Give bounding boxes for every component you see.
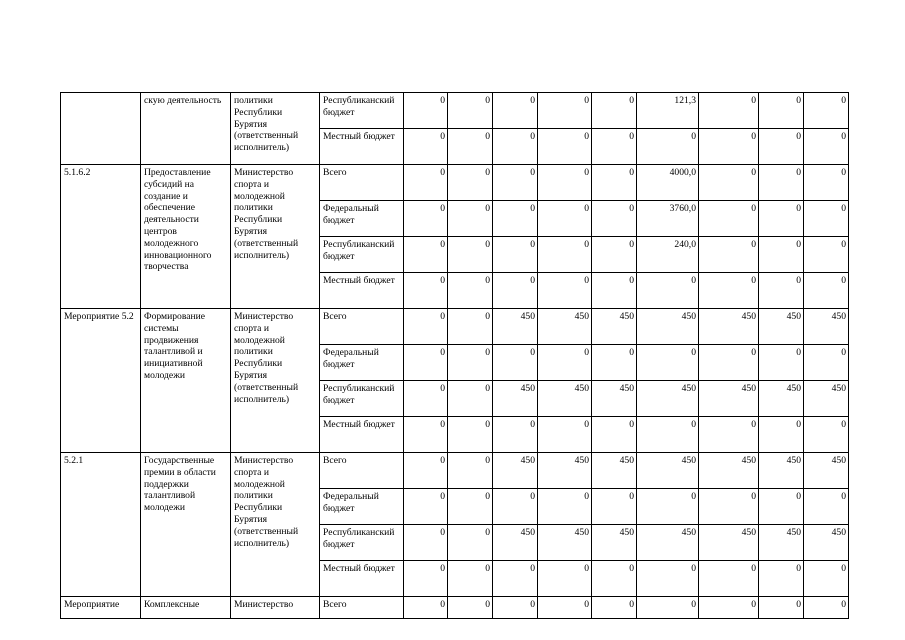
amount-cell: 450 — [804, 381, 849, 417]
amount-cell: 0 — [404, 417, 448, 453]
amount-cell: 0 — [592, 129, 637, 165]
amount-cell: 0 — [493, 201, 538, 237]
amount-cell: 0 — [493, 561, 538, 597]
amount-cell: 0 — [493, 489, 538, 525]
row-name-cell: Формирование системы продвижения талантливой и инициативной молодежи — [141, 309, 231, 453]
amount-cell: 0 — [538, 201, 592, 237]
amount-cell: 0 — [404, 345, 448, 381]
row-executor-cell: политики Республики Бурятия (ответственный исполнитель) — [231, 93, 320, 165]
amount-cell: 450 — [493, 309, 538, 345]
amount-cell: 0 — [759, 201, 804, 237]
amount-cell: 450 — [592, 381, 637, 417]
budget-table — [60, 92, 849, 619]
funding-source-cell: Местный бюджет — [320, 273, 404, 309]
funding-source-cell: Республиканский бюджет — [320, 237, 404, 273]
amount-cell: 0 — [538, 417, 592, 453]
amount-cell: 0 — [493, 273, 538, 309]
amount-cell: 0 — [592, 93, 637, 129]
funding-source-cell: Федеральный бюджет — [320, 345, 404, 381]
amount-cell: 0 — [637, 273, 699, 309]
row-name-cell: скую деятельность — [141, 93, 231, 165]
funding-source-cell: Всего — [320, 309, 404, 345]
amount-cell: 0 — [804, 417, 849, 453]
amount-cell: 0 — [759, 93, 804, 129]
amount-cell: 0 — [592, 561, 637, 597]
amount-cell: 450 — [759, 453, 804, 489]
amount-cell: 0 — [699, 129, 759, 165]
funding-source-cell: Республиканский бюджет — [320, 93, 404, 129]
amount-cell: 0 — [538, 489, 592, 525]
amount-cell: 240,0 — [637, 237, 699, 273]
amount-cell: 0 — [637, 597, 699, 619]
amount-cell: 0 — [759, 273, 804, 309]
amount-cell: 0 — [699, 417, 759, 453]
row-code-cell: 5.2.1 — [61, 453, 141, 597]
funding-source-cell: Всего — [320, 597, 404, 619]
amount-cell: 0 — [637, 489, 699, 525]
amount-cell: 0 — [538, 597, 592, 619]
amount-cell: 450 — [493, 453, 538, 489]
amount-cell: 0 — [493, 597, 538, 619]
amount-cell: 121,3 — [637, 93, 699, 129]
funding-source-cell: Всего — [320, 165, 404, 201]
amount-cell: 0 — [404, 273, 448, 309]
row-executor-cell: Министерство — [231, 597, 320, 619]
amount-cell: 0 — [759, 417, 804, 453]
amount-cell: 450 — [538, 381, 592, 417]
amount-cell: 450 — [759, 309, 804, 345]
amount-cell: 0 — [448, 597, 493, 619]
amount-cell: 450 — [637, 525, 699, 561]
amount-cell: 0 — [699, 489, 759, 525]
amount-cell: 0 — [538, 273, 592, 309]
amount-cell: 450 — [759, 525, 804, 561]
amount-cell: 0 — [448, 129, 493, 165]
amount-cell: 0 — [493, 345, 538, 381]
amount-cell: 0 — [448, 453, 493, 489]
amount-cell: 0 — [592, 417, 637, 453]
amount-cell: 0 — [592, 345, 637, 381]
amount-cell: 0 — [759, 237, 804, 273]
amount-cell: 0 — [804, 345, 849, 381]
amount-cell: 0 — [804, 93, 849, 129]
amount-cell: 0 — [404, 201, 448, 237]
amount-cell: 450 — [637, 309, 699, 345]
row-name-cell: Государственные премии в области поддержки талантливой молодежи — [141, 453, 231, 597]
row-code-cell: Мероприятие 5.2 — [61, 309, 141, 453]
amount-cell: 0 — [404, 453, 448, 489]
amount-cell: 0 — [404, 237, 448, 273]
amount-cell: 0 — [493, 129, 538, 165]
amount-cell: 0 — [759, 345, 804, 381]
budget-table-body — [61, 93, 849, 619]
amount-cell: 0 — [404, 561, 448, 597]
row-executor-cell: Министерство спорта и молодежной политики Республики Бурятия (ответственный исполнитель) — [231, 309, 320, 453]
amount-cell: 0 — [699, 201, 759, 237]
funding-source-cell: Республиканский бюджет — [320, 525, 404, 561]
amount-cell: 450 — [804, 525, 849, 561]
budget-table-sheet — [60, 92, 846, 619]
amount-cell: 0 — [804, 129, 849, 165]
row-code-cell — [61, 93, 141, 165]
amount-cell: 0 — [538, 165, 592, 201]
amount-cell: 450 — [538, 309, 592, 345]
amount-cell: 0 — [699, 93, 759, 129]
amount-cell: 0 — [592, 273, 637, 309]
amount-cell: 0 — [538, 129, 592, 165]
row-code-cell: 5.1.6.2 — [61, 165, 141, 309]
amount-cell: 0 — [804, 237, 849, 273]
amount-cell: 0 — [759, 165, 804, 201]
funding-source-cell: Местный бюджет — [320, 561, 404, 597]
amount-cell: 0 — [448, 273, 493, 309]
row-code-cell: Мероприятие — [61, 597, 141, 619]
amount-cell: 0 — [637, 417, 699, 453]
row-name-cell: Комплексные — [141, 597, 231, 619]
amount-cell: 0 — [448, 165, 493, 201]
amount-cell: 0 — [493, 237, 538, 273]
amount-cell: 0 — [404, 93, 448, 129]
amount-cell: 450 — [538, 525, 592, 561]
amount-cell: 0 — [448, 345, 493, 381]
amount-cell: 450 — [637, 381, 699, 417]
amount-cell: 0 — [448, 561, 493, 597]
amount-cell: 0 — [637, 561, 699, 597]
amount-cell: 0 — [759, 489, 804, 525]
amount-cell: 0 — [404, 129, 448, 165]
amount-cell: 0 — [493, 165, 538, 201]
table-row — [61, 93, 849, 129]
amount-cell: 450 — [592, 525, 637, 561]
amount-cell: 0 — [759, 561, 804, 597]
amount-cell: 0 — [448, 489, 493, 525]
amount-cell: 0 — [404, 525, 448, 561]
amount-cell: 450 — [804, 453, 849, 489]
amount-cell: 0 — [804, 273, 849, 309]
amount-cell: 450 — [592, 453, 637, 489]
table-row — [61, 597, 849, 619]
amount-cell: 0 — [637, 129, 699, 165]
amount-cell: 450 — [592, 309, 637, 345]
amount-cell: 0 — [637, 345, 699, 381]
row-name-cell: Предоставление субсидий на создание и обеспечение деятельности центров молодежного инновационного творчества — [141, 165, 231, 309]
amount-cell: 0 — [448, 237, 493, 273]
amount-cell: 0 — [699, 597, 759, 619]
amount-cell: 0 — [404, 309, 448, 345]
amount-cell: 450 — [699, 453, 759, 489]
amount-cell: 0 — [404, 165, 448, 201]
amount-cell: 450 — [493, 381, 538, 417]
amount-cell: 0 — [493, 93, 538, 129]
amount-cell: 0 — [759, 597, 804, 619]
amount-cell: 0 — [804, 489, 849, 525]
amount-cell: 3760,0 — [637, 201, 699, 237]
funding-source-cell: Местный бюджет — [320, 129, 404, 165]
amount-cell: 0 — [448, 201, 493, 237]
row-executor-cell: Министерство спорта и молодежной политики Республики Бурятия (ответственный исполнитель) — [231, 165, 320, 309]
amount-cell: 0 — [538, 93, 592, 129]
amount-cell: 450 — [699, 381, 759, 417]
amount-cell: 0 — [699, 561, 759, 597]
amount-cell: 0 — [448, 417, 493, 453]
funding-source-cell: Местный бюджет — [320, 417, 404, 453]
amount-cell: 0 — [404, 489, 448, 525]
amount-cell: 450 — [699, 309, 759, 345]
amount-cell: 0 — [699, 165, 759, 201]
funding-source-cell: Всего — [320, 453, 404, 489]
amount-cell: 0 — [804, 597, 849, 619]
table-row — [61, 453, 849, 489]
amount-cell: 0 — [448, 525, 493, 561]
amount-cell: 450 — [804, 309, 849, 345]
amount-cell: 0 — [404, 597, 448, 619]
amount-cell: 450 — [759, 381, 804, 417]
amount-cell: 0 — [538, 561, 592, 597]
amount-cell: 0 — [592, 597, 637, 619]
amount-cell: 0 — [699, 345, 759, 381]
amount-cell: 0 — [493, 417, 538, 453]
amount-cell: 450 — [699, 525, 759, 561]
amount-cell: 0 — [538, 345, 592, 381]
amount-cell: 0 — [759, 129, 804, 165]
funding-source-cell: Федеральный бюджет — [320, 489, 404, 525]
amount-cell: 0 — [804, 201, 849, 237]
amount-cell: 0 — [448, 381, 493, 417]
amount-cell: 0 — [804, 561, 849, 597]
amount-cell: 0 — [404, 381, 448, 417]
amount-cell: 0 — [448, 309, 493, 345]
row-executor-cell: Министерство спорта и молодежной политики Республики Бурятия (ответственный исполнитель) — [231, 453, 320, 597]
table-row — [61, 309, 849, 345]
amount-cell: 4000,0 — [637, 165, 699, 201]
amount-cell: 0 — [699, 273, 759, 309]
amount-cell: 450 — [637, 453, 699, 489]
amount-cell: 0 — [592, 237, 637, 273]
funding-source-cell: Федеральный бюджет — [320, 201, 404, 237]
amount-cell: 0 — [538, 237, 592, 273]
amount-cell: 0 — [592, 201, 637, 237]
funding-source-cell: Республиканский бюджет — [320, 381, 404, 417]
amount-cell: 0 — [804, 165, 849, 201]
amount-cell: 450 — [493, 525, 538, 561]
amount-cell: 0 — [592, 489, 637, 525]
amount-cell: 450 — [538, 453, 592, 489]
amount-cell: 0 — [699, 237, 759, 273]
amount-cell: 0 — [448, 93, 493, 129]
amount-cell: 0 — [592, 165, 637, 201]
table-row — [61, 165, 849, 201]
